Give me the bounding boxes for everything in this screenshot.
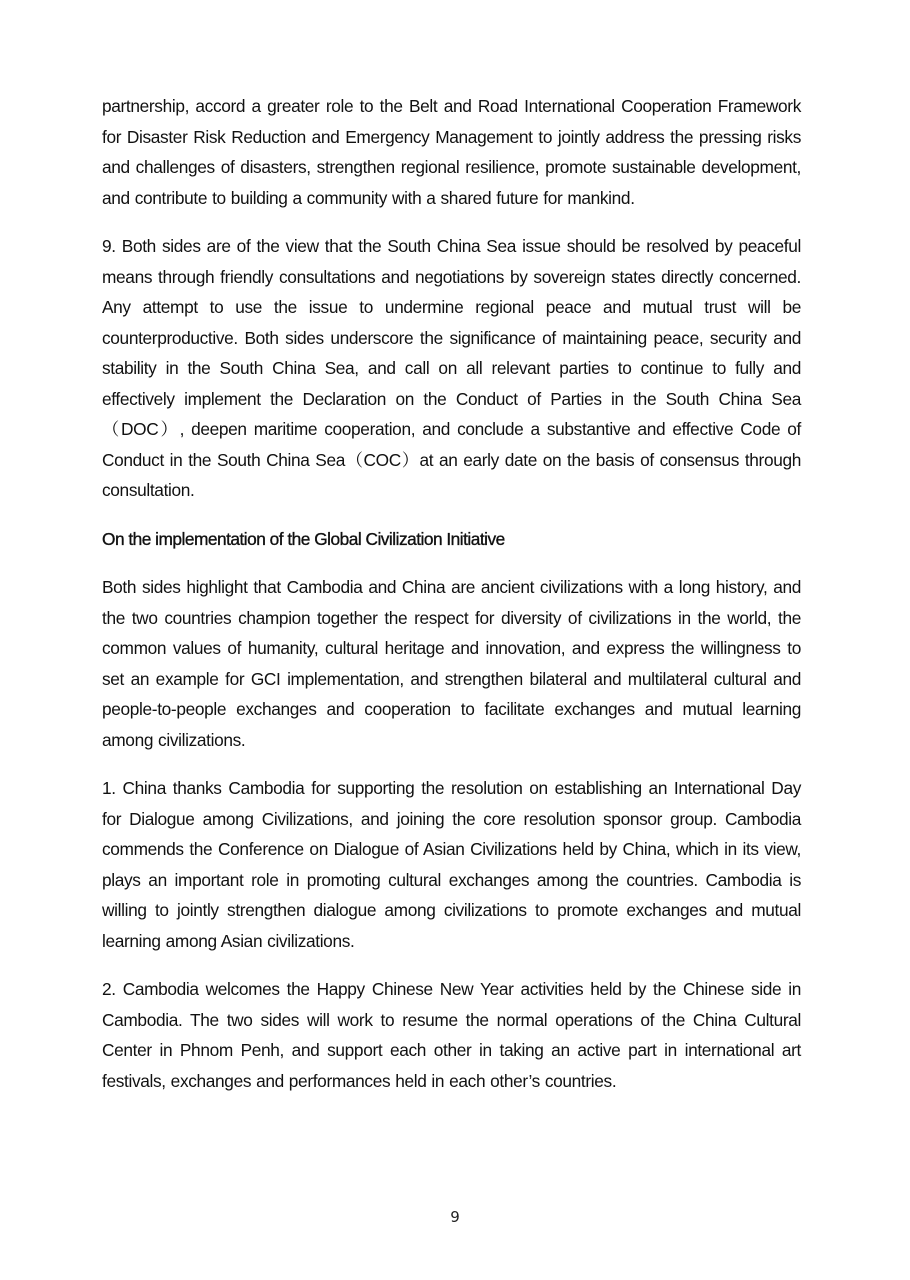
section-heading: On the implementation of the Global Civilization Initiative (102, 528, 505, 549)
page-number: 9 (450, 1208, 460, 1226)
paragraph-south-china-sea: 9. Both sides are of the view that the South China Sea issue should be resolved by peaceful means through friendly consultations and negotiations by sovereign states directly concerned. Any attempt to use the issue to undermine regional peace and mutual trust will be counterproductive. Both sides underscore the significance of maintaining peace, security and stability in the South China Sea, and call on all relevant parties to continue to fully and effectively implement the Declaration on the Conduct of Parties in the South China Sea（DOC）, deepen maritime cooperation, and conclude a substantive and effective Code of Conduct in the South China Sea（COC）at an early date on the basis of consensus through consultation. (102, 236, 801, 500)
paragraph-disaster-cooperation: partnership, accord a greater role to the Belt and Road International Cooperation Framework for Disaster Risk Reduction and Emergency Management to jointly address the pressing risks and challenges of disasters, strengthen regional resilience, promote sustainable development, and contribute to building a community with a shared future for mankind. (102, 96, 801, 208)
document-page (102, 91, 801, 1114)
paragraph-civilizations-intro: Both sides highlight that Cambodia and China are ancient civilizations with a long history, and the two countries champion together the respect for diversity of civilizations in the world, the common values of humanity, cultural heritage and innovation, and express the willingness to set an example for GCI implementation, and strengthen bilateral and multilateral cultural and people-to-people exchanges and cooperation to facilitate exchanges and mutual learning among civilizations. (102, 577, 801, 750)
paragraph-dialogue-day: 1. China thanks Cambodia for supporting the resolution on establishing an International Day for Dialogue among Civilizations, and joining the core resolution sponsor group. Cambodia commends the Conference on Dialogue of Asian Civilizations held by China, which in its view, plays an important role in promoting cultural exchanges among the countries. Cambodia is willing to jointly strengthen dialogue among civilizations to promote exchanges and mutual learning among Asian civilizations. (102, 778, 801, 951)
paragraph-chinese-new-year: 2. Cambodia welcomes the Happy Chinese New Year activities held by the Chinese side in Cambodia. The two sides will work to resume the normal operations of the China Cultural Center in Phnom Penh, and support each other in taking an active part in international art festivals, exchanges and performances held in each other’s countries. (102, 979, 801, 1091)
